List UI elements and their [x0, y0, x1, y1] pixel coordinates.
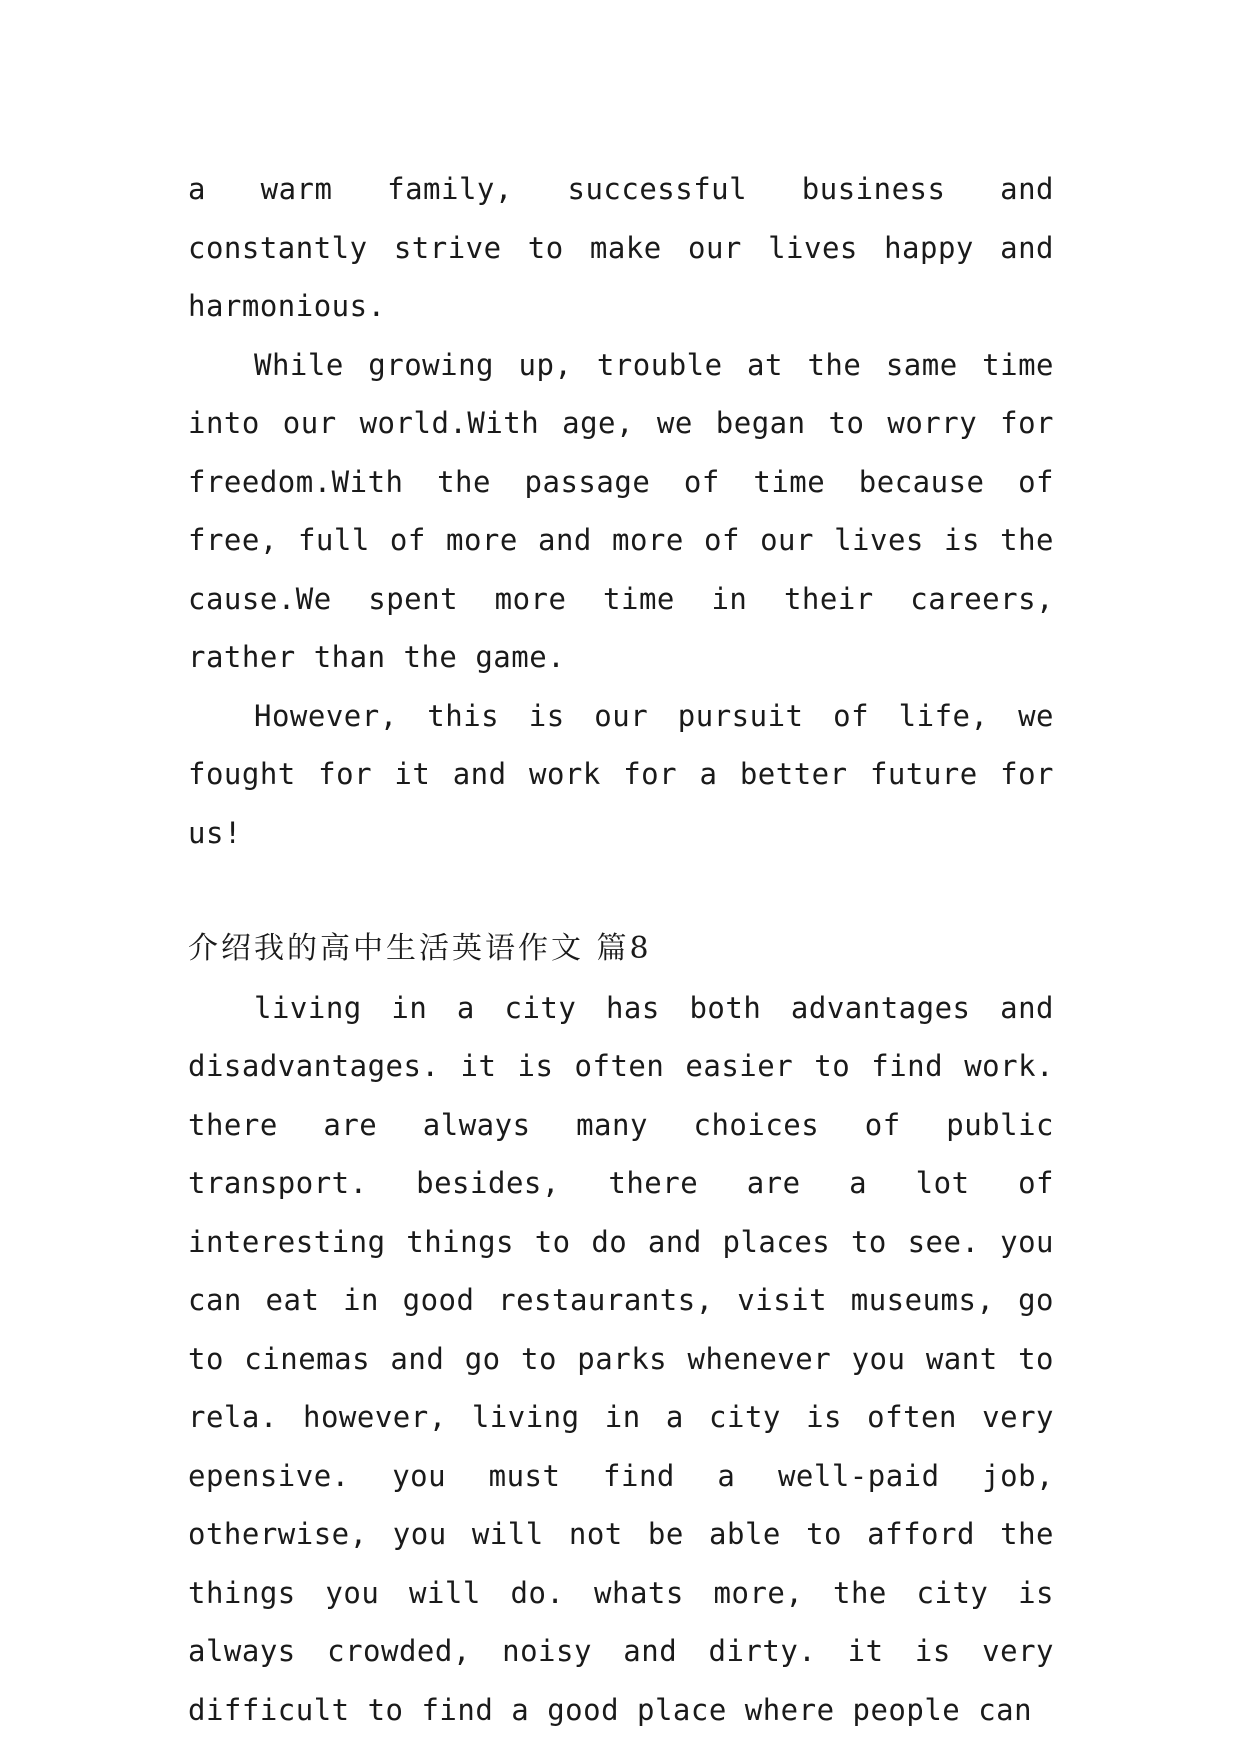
document-body: [188, 160, 1054, 1739]
paragraph-city-living: living in a city has both advantages and disadvantages. it is often easier to find work. there are always many choices of public transport. besides, there are a lot of interesting things to do and places to see. you can eat in good restaurants, visit museums, go to cinemas and go to parks whenever you want to rela. however, living in a city is often very epensive. you must find a well-paid job, otherwise, you will not be able to afford the things you will do. whats more, the city is always crowded, noisy and dirty. it is very difficult to find a good place where people can: [188, 990, 1054, 1727]
paragraph-pursuit: However, this is our pursuit of life, we fought for it and work for a better future for us!: [188, 698, 1054, 850]
paragraph-continuation: a warm family, successful business and constantly strive to make our lives happy and harmonious.: [188, 172, 1054, 323]
section-heading: 介绍我的高中生活英语作文 篇8: [188, 931, 652, 966]
paragraph-growing-up: While growing up, trouble at the same time into our world.With age, we began to worry for freedom.With the passage of time because of free, full of more and more of our lives is the cause.We spent more time in their careers, rather than the game.: [188, 347, 1054, 674]
